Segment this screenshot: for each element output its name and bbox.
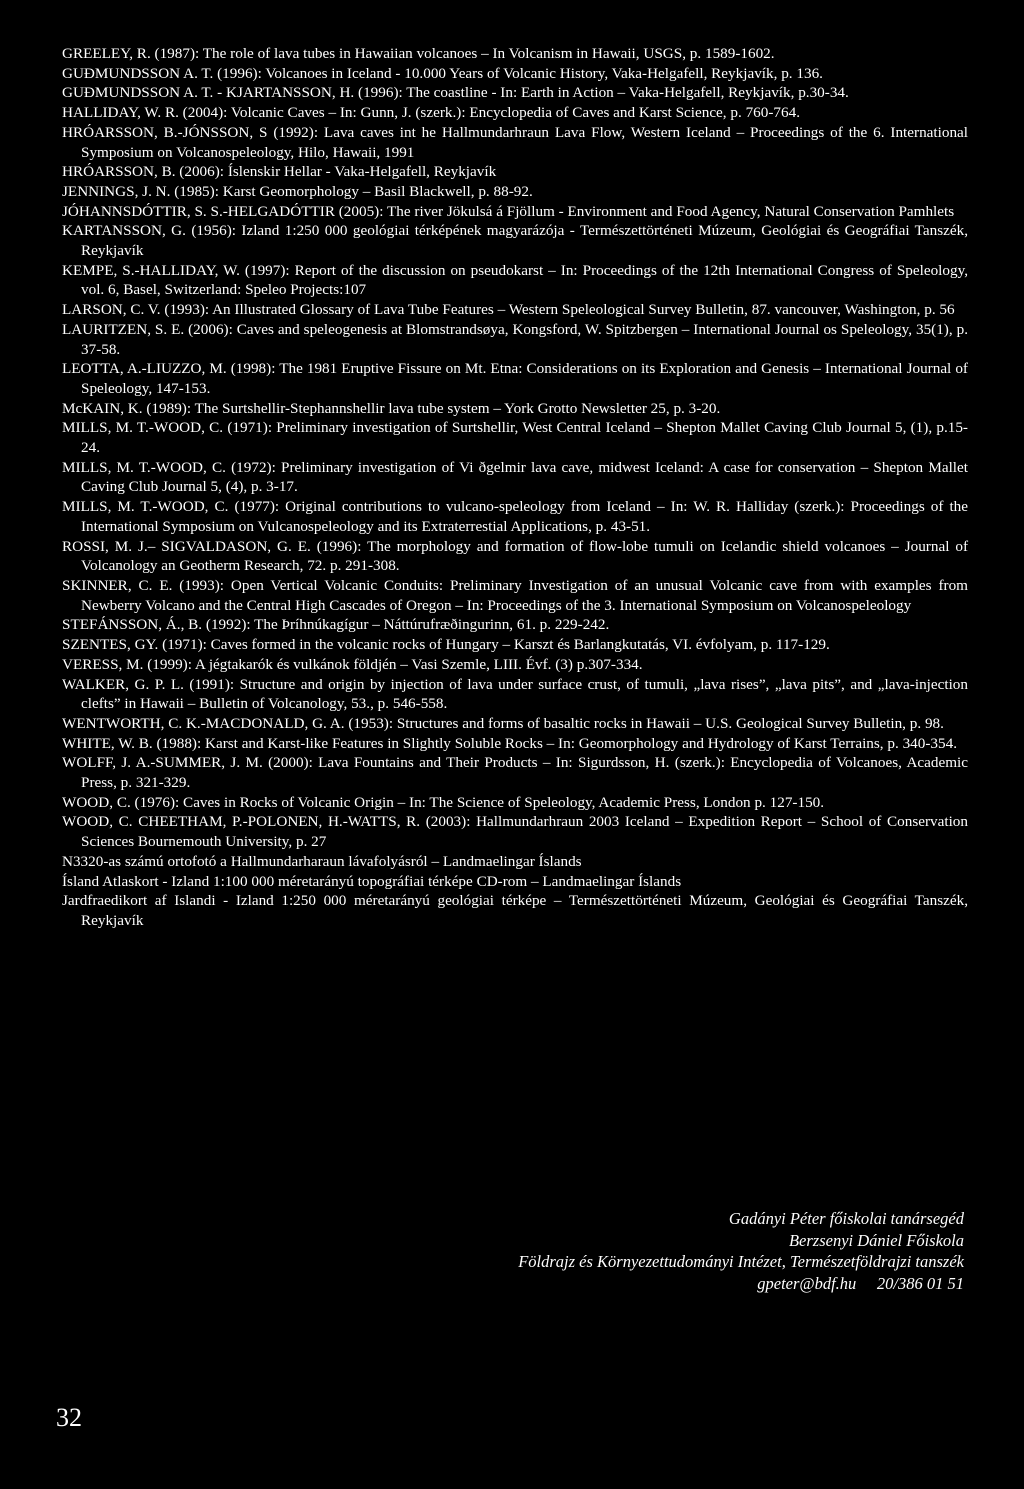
- reference-item: WENTWORTH, C. K.-MACDONALD, G. A. (1953): Structures and forms of basaltic rocks in Hawaii – U.S. Geological Survey Bulletin, p. 98.: [62, 714, 944, 732]
- reference-item: GUÐMUNDSSON A. T. (1996): Volcanoes in Iceland - 10.000 Years of Volcanic History, Vaka-Helgafell, Reykjavík, p. 136.: [62, 64, 823, 82]
- reference-item: N3320-as számú ortofotó a Hallmundarharaun lávafolyásról – Landmaelingar Íslands: [62, 852, 582, 870]
- author-signature: [518, 1208, 964, 1294]
- reference-item: WOOD, C. CHEETHAM, P.-POLONEN, H.-WATTS, R. (2003): Hallmundarhraun 2003 Iceland – Expedition Report – School of Conservation Sciences Bournemouth University, p. 27: [62, 813, 968, 851]
- author-contact: gpeter@bdf.hu 20/386 01 51: [757, 1273, 964, 1293]
- reference-item: Ísland Atlaskort - Izland 1:100 000 méretarányú topográfiai térképe CD-rom – Landmaelingar Íslands: [62, 872, 682, 890]
- reference-item: LAURITZEN, S. E. (2006): Caves and speleogenesis at Blomstrandsøya, Kongsford, W. Spitzbergen – International Journal os Speleology, 35(1), p. 37-58.: [62, 320, 968, 358]
- author-name: Gadányi Péter főiskolai tanársegéd: [728, 1209, 964, 1228]
- reference-item: JÓHANNSDÓTTIR, S. S.-HELGADÓTTIR (2005): The river Jökulsá á Fjöllum - Environment and Food Agency, Natural Conservation Pamhlets: [62, 202, 955, 220]
- reference-item: KEMPE, S.-HALLIDAY, W. (1997): Report of the discussion on pseudokarst – In: Proceedings of the 12th International Congress of Speleology, vol. 6, Basel, Switzerland: Speleo Projects:107: [62, 261, 968, 299]
- reference-item: STEFÁNSSON, Á., B. (1992): The Þríhnúkagígur – Náttúrufræðingurinn, 61. p. 229-242.: [62, 616, 610, 634]
- reference-item: WOOD, C. (1976): Caves in Rocks of Volcanic Origin – In: The Science of Speleology, Academic Press, London p. 127-150.: [62, 793, 825, 811]
- reference-item: MILLS, M. T.-WOOD, C. (1977): Original contributions to vulcano-speleology from Iceland – In: W. R. Halliday (szerk.): Proceedings of the International Symposium on Vulcanospeleology and its Extraterrestial Applications, p. 43-51.: [62, 498, 968, 535]
- reference-item: HRÓARSSON, B.-JÓNSSON, S (1992): Lava caves int he Hallmundarhraun Lava Flow, Western Iceland – Proceedings of the 6. International Symposium on Volcanospeleology, Hilo, Hawaii, 1991: [62, 123, 968, 161]
- reference-item: McKAIN, K. (1989): The Surtshellir-Stephannshellir lava tube system – York Grotto Newsletter 25, p. 3-20.: [62, 399, 721, 417]
- reference-item: LEOTTA, A.-LIUZZO, M. (1998): The 1981 Eruptive Fissure on Mt. Etna: Considerations on its Exploration and Genesis – International Journal of Speleology, 147-153.: [62, 360, 968, 397]
- reference-list: [62, 44, 968, 931]
- reference-item: SZENTES, GY. (1971): Caves formed in the volcanic rocks of Hungary – Karszt és Barlangkutatás, VI. évfolyam, p. 117-129.: [62, 636, 830, 654]
- reference-item: GUÐMUNDSSON A. T. - KJARTANSSON, H. (1996): The coastline - In: Earth in Action – Vaka-Helgafell, Reykjavík, p.30-34.: [62, 84, 849, 102]
- reference-item: LARSON, C. V. (1993): An Illustrated Glossary of Lava Tube Features – Western Speleological Survey Bulletin, 87. vancouver, Washington, p. 56: [62, 301, 955, 319]
- reference-item: WALKER, G. P. L. (1991): Structure and origin by injection of lava under surface crust, of tumuli, „lava rises”, „lava pits”, and „lava-injection clefts” in Hawaii – Bulletin of Volcanology, 53., p. 546-558.: [62, 675, 968, 713]
- author-department: Földrajz és Környezettudományi Intézet, Természetföldrajzi tanszék: [518, 1252, 964, 1271]
- reference-item: MILLS, M. T.-WOOD, C. (1972): Preliminary investigation of Vi ðgelmir lava cave, midwest Iceland: A case for conservation – Shepton Mallet Caving Club Journal 5, (4), p. 3-17.: [62, 458, 968, 496]
- reference-item: VERESS, M. (1999): A jégtakarók és vulkánok földjén – Vasi Szemle, LIII. Évf. (3) p.307-334.: [62, 655, 643, 673]
- author-institution: Berzsenyi Dániel Főiskola: [788, 1230, 964, 1250]
- reference-item: WOLFF, J. A.-SUMMER, J. M. (2000): Lava Fountains and Their Products – In: Sigurdsson, H. (szerk.): Encyclopedia of Volcanoes, Academic Press, p. 321-329.: [62, 754, 968, 792]
- reference-item: WHITE, W. B. (1988): Karst and Karst-like Features in Slightly Soluble Rocks – In: Geomorphology and Hydrology of Karst Terrains, p. 340-354.: [62, 734, 958, 752]
- reference-item: SKINNER, C. E. (1993): Open Vertical Volcanic Conduits: Preliminary Investigation of an unusual Volcanic cave from with examples from Newberry Volcano and the Central High Cascades of Oregon – In: Proceedings of the 3. International Symposium on Volcanospeleology: [62, 576, 968, 614]
- reference-item: Jardfraedikort af Islandi - Izland 1:250 000 méretarányú geológiai térképe – Természettörténeti Múzeum, Geológiai és Geográfiai Tanszék, Reykjavík: [62, 892, 968, 929]
- reference-item: GREELEY, R. (1987): The role of lava tubes in Hawaiian volcanoes – In Volcanism in Hawaii, USGS, p. 1589-1602.: [62, 45, 775, 62]
- reference-item: HRÓARSSON, B. (2006): Íslenskir Hellar - Vaka-Helgafell, Reykjavík: [62, 163, 497, 181]
- reference-item: HALLIDAY, W. R. (2004): Volcanic Caves – In: Gunn, J. (szerk.): Encyclopedia of Caves and Karst Science, p. 760-764.: [62, 104, 800, 122]
- page-number: 32: [56, 1403, 82, 1432]
- reference-item: MILLS, M. T.-WOOD, C. (1971): Preliminary investigation of Surtshellir, West Central Iceland – Shepton Mallet Caving Club Journal 5, (1), p.15-24.: [62, 419, 968, 457]
- reference-item: ROSSI, M. J.– SIGVALDASON, G. E. (1996): The morphology and formation of flow-lobe tumuli on Icelandic shield volcanoes – Journal of Volcanology an Geotherm Research, 72. p. 291-308.: [62, 537, 968, 575]
- reference-item: JENNINGS, J. N. (1985): Karst Geomorphology – Basil Blackwell, p. 88-92.: [62, 182, 533, 200]
- reference-item: KARTANSSON, G. (1956): Izland 1:250 000 geológiai térképének magyarázója - Természettörténeti Múzeum, Geológiai és Geográfiai Tanszék, Reykjavík: [62, 222, 968, 260]
